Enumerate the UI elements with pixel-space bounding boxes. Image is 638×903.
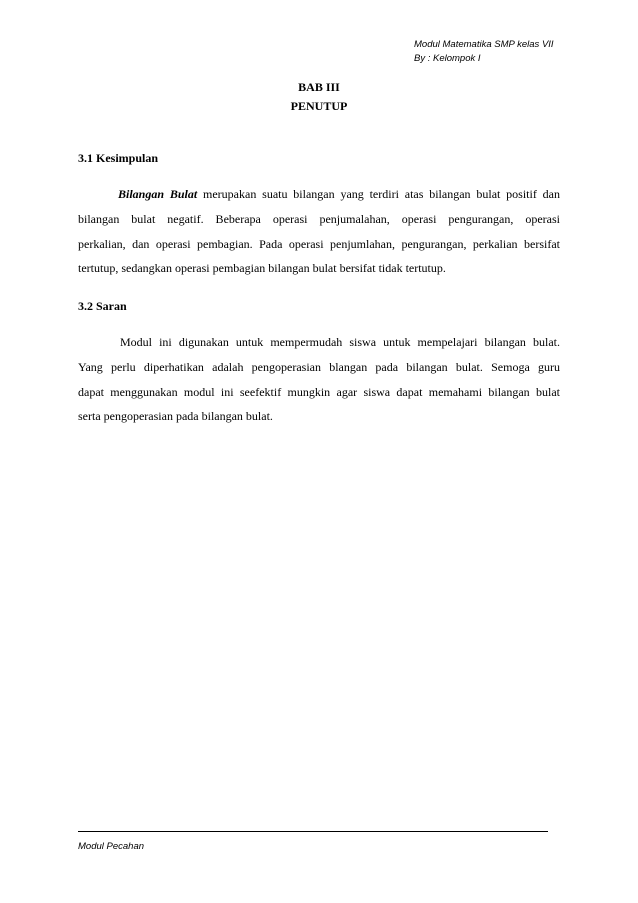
line-text: merupakan suatu bilangan yang terdiri atas bilangan bulat positif dan [197,187,560,201]
paragraph-saran [78,330,560,429]
paragraph-line: dapat menggunakan modul ini seefektif mungkin agar siswa dapat memahami bilangan bulat [78,384,560,399]
paragraph-line: perkalian, dan operasi pembagian. Pada operasi penjumlahan, pengurangan, perkalian bersifat [78,236,560,251]
term-bilangan-bulat: Bilangan Bulat [118,187,198,201]
chapter-number: BAB III [298,80,340,94]
footer-divider [78,831,548,832]
paragraph-kesimpulan [78,182,560,281]
section-heading-saran: 3.2 Saran [78,299,127,313]
header-module-title: Modul Matematika SMP kelas VII [414,39,554,50]
paragraph-line [78,182,560,207]
page-header [414,38,554,66]
paragraph-line: Modul ini digunakan untuk mempermudah siswa untuk mempelajari bilangan bulat. [120,335,560,349]
header-author: By : Kelompok I [414,53,481,64]
paragraph-line: Yang perlu diperhatikan adalah pengoperasian blangan pada bilangan bulat. Semoga guru [78,359,560,374]
chapter-title: PENUTUP [290,99,348,113]
page-footer: Modul Pecahan [78,841,145,852]
paragraph-line: bilangan bulat negatif. Beberapa operasi penjumalahan, operasi pengurangan, operasi [78,211,560,226]
paragraph-line: serta pengoperasian pada bilangan bulat. [78,409,273,424]
section-heading-kesimpulan: 3.1 Kesimpulan [78,151,159,165]
paragraph-line: tertutup, sedangkan operasi pembagian bilangan bulat bersifat tidak tertutup. [78,261,446,276]
